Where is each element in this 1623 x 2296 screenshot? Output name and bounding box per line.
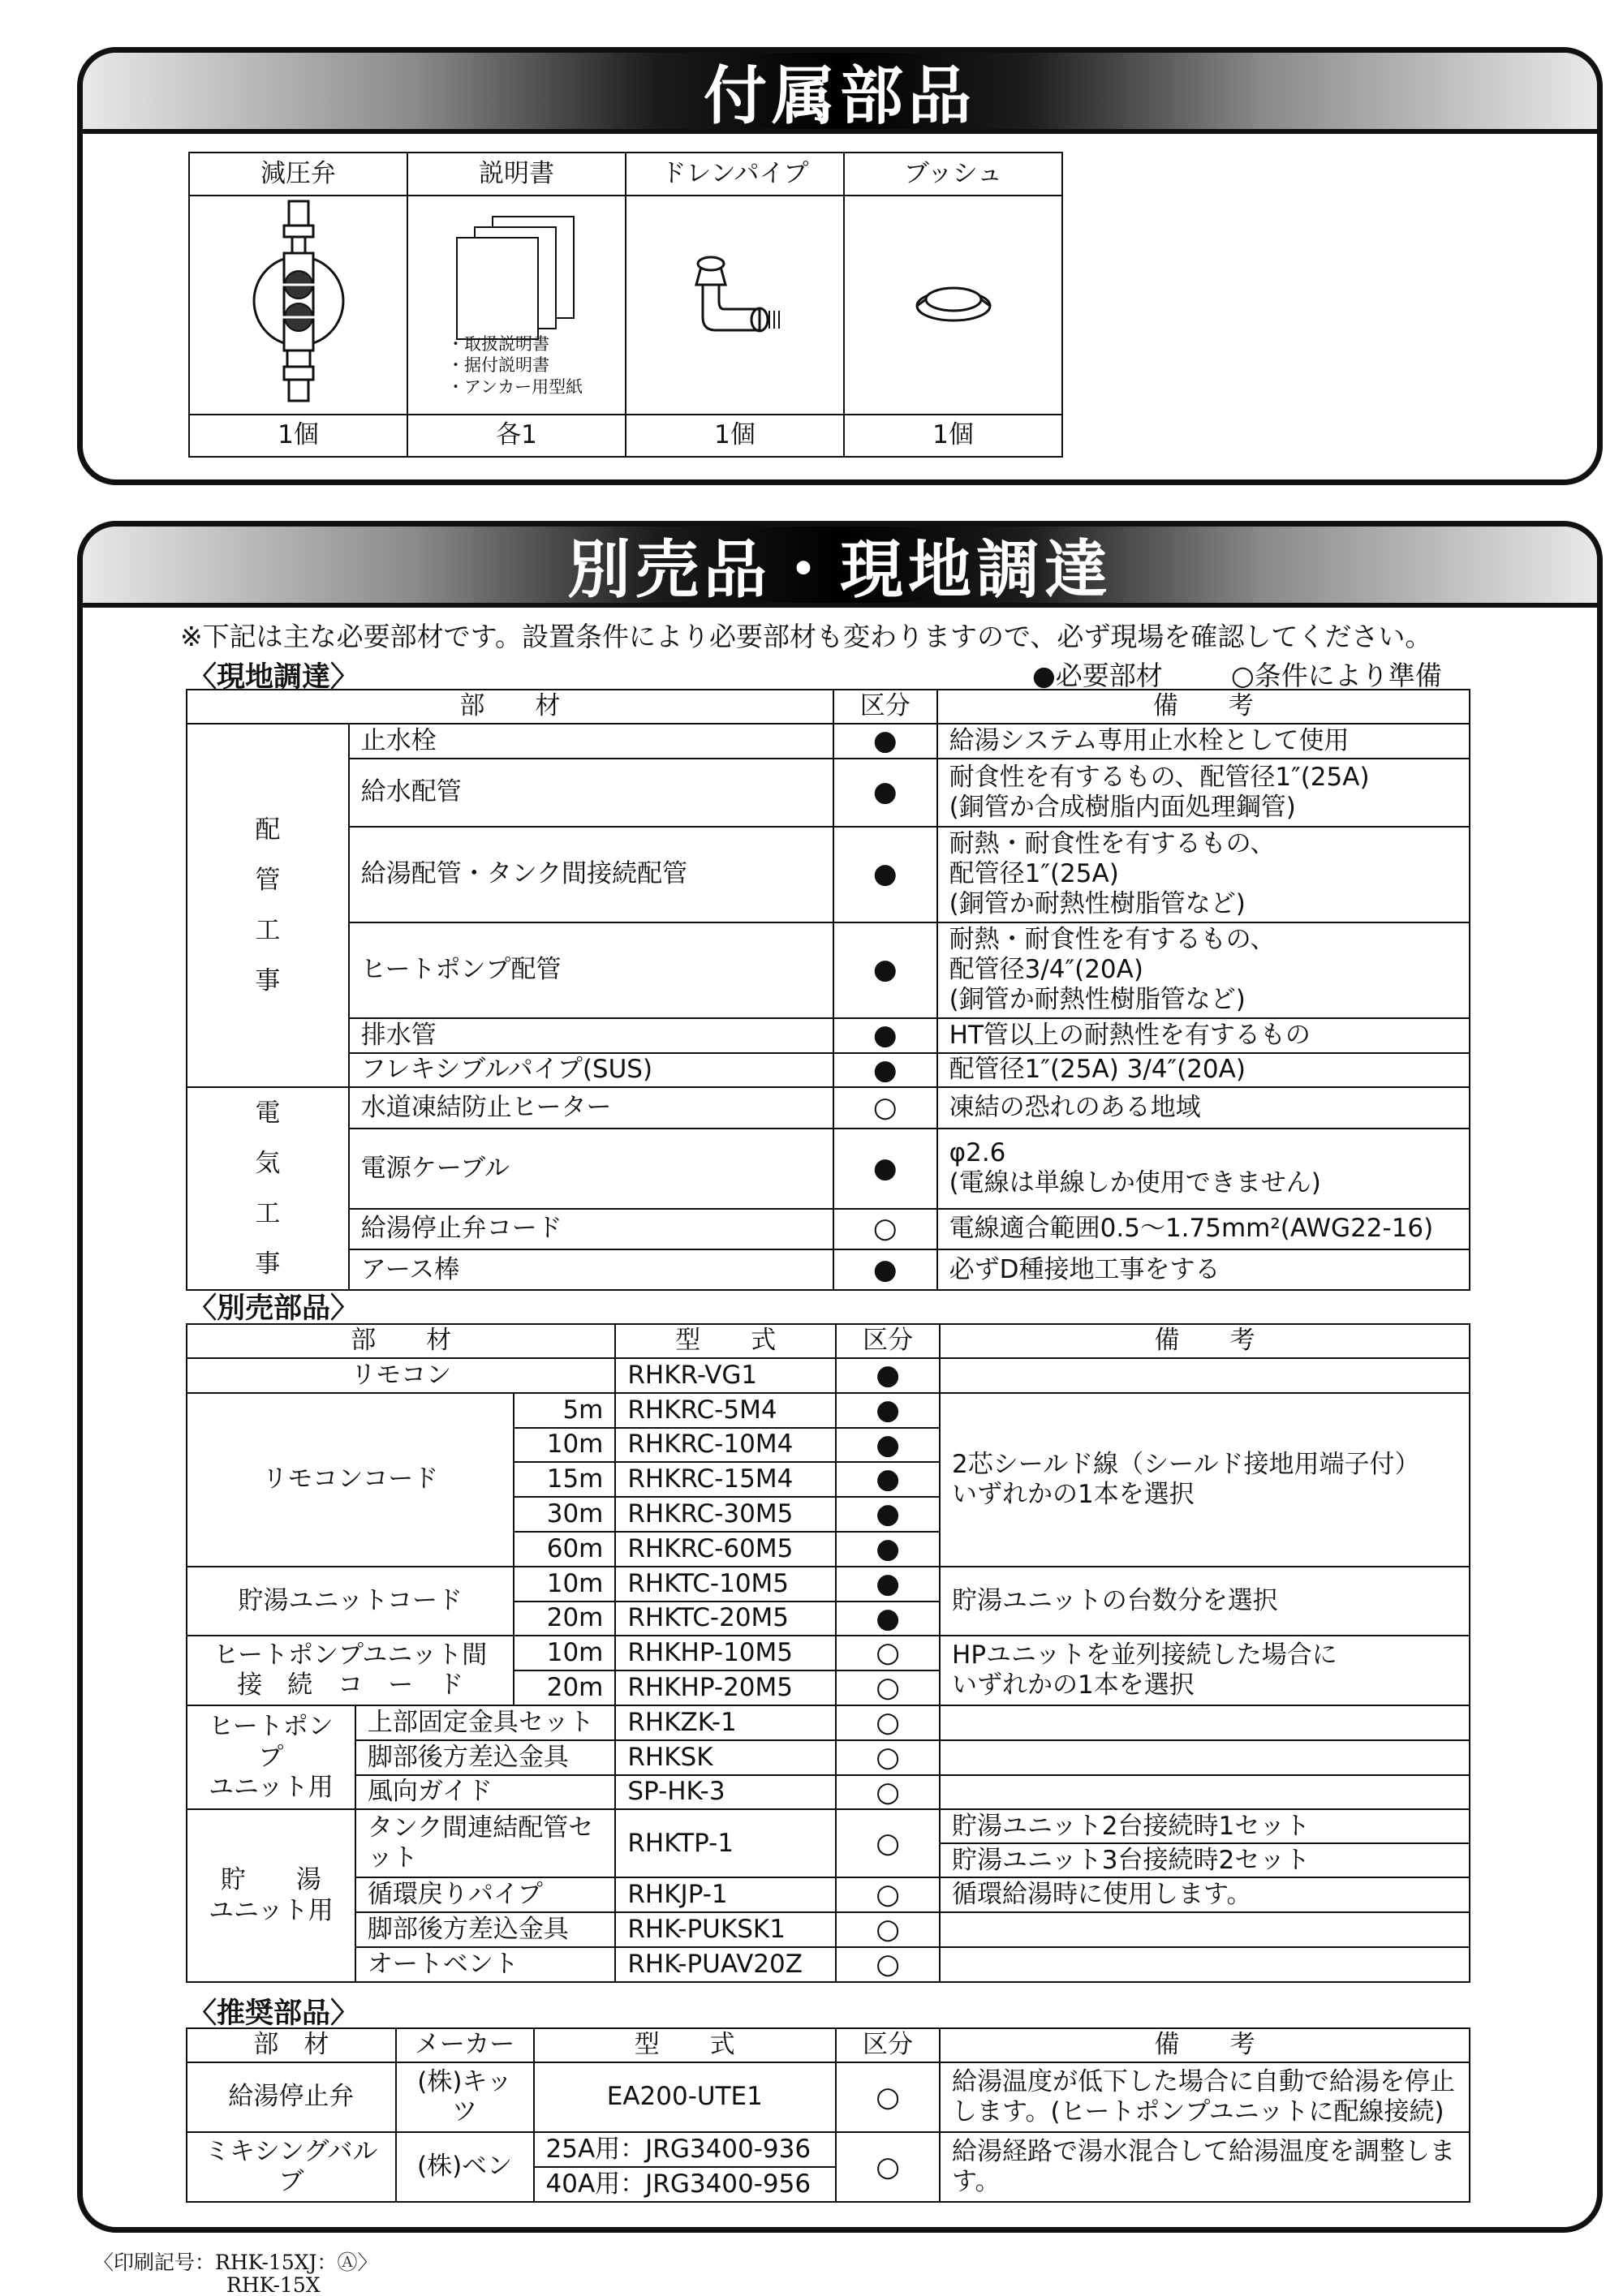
optional-heading: 〈別売部品〉	[188, 1292, 359, 1325]
remote-mark: ●	[836, 1358, 940, 1393]
local-item: 排水管	[349, 1018, 833, 1053]
col-drain-pipe: ドレンパイプ	[626, 153, 844, 196]
col-pressure-valve: 減圧弁	[189, 153, 407, 196]
rec-header-item: 部 材	[187, 2028, 396, 2062]
rec-maker: (株)ベン	[396, 2132, 534, 2202]
cord-mark: ○	[836, 1636, 940, 1670]
local-remark: 耐食性を有するもの、配管径1″(25A) (銅管か合成樹脂内面処理鋼管)	[937, 759, 1470, 827]
hp-unit-remark	[940, 1740, 1470, 1775]
local-item: 止水栓	[349, 724, 833, 759]
cord-length: 20m	[514, 1670, 615, 1705]
rec-model: 25A用：JRG3400-936	[534, 2132, 837, 2167]
recommended-heading: 〈推奨部品〉	[188, 1997, 359, 2030]
bush-image	[844, 196, 1062, 415]
local-item: アース棒	[349, 1249, 833, 1290]
manual-notes	[408, 333, 625, 398]
rec-header-remark: 備 考	[940, 2028, 1470, 2062]
remote-cord-name: リモコンコード	[187, 1393, 514, 1567]
rec-item: ミキシングバルブ	[187, 2132, 396, 2202]
hp-cord-name	[187, 1636, 514, 1705]
rec-model: 40A用：JRG3400-956	[534, 2167, 837, 2202]
cord-model: RHKRC-60M5	[615, 1532, 836, 1567]
local-item: 給湯停止弁コード	[349, 1209, 833, 1249]
cord-length: 20m	[514, 1602, 615, 1636]
local-remark: 耐熱・耐食性を有するもの、 配管径1″(25A) (銅管か耐熱性樹脂管など)	[937, 827, 1470, 922]
tank-unit-model: RHK-PUAV20Z	[615, 1947, 836, 1982]
local-item: フレキシブルパイプ(SUS)	[349, 1053, 833, 1088]
count-bush: 1個	[844, 415, 1062, 457]
rec-header-model: 型 式	[534, 2028, 837, 2062]
hp-unit-item: 風向ガイド	[355, 1775, 616, 1810]
rec-model: EA200-UTE1	[534, 2062, 837, 2132]
rec-header-maker: メーカー	[396, 2028, 534, 2062]
remote-cord-remark: 2芯シールド線（シールド接地用端子付） いずれかの1本を選択	[940, 1393, 1470, 1567]
local-mark: ●	[833, 1018, 937, 1053]
drain-pipe-image	[626, 196, 844, 415]
cord-mark: ●	[836, 1497, 940, 1532]
group-char: 管	[255, 866, 281, 896]
local-procurement-table	[186, 689, 1470, 1291]
hp-unit-model: RHKZK-1	[615, 1705, 836, 1740]
cord-model: RHKRC-10M4	[615, 1428, 836, 1463]
col-bush: ブッシュ	[844, 153, 1062, 196]
recommended-parts-table	[186, 2027, 1470, 2203]
optional-header-model: 型 式	[615, 1324, 836, 1358]
tank-unit-model: RHK-PUKSK1	[615, 1912, 836, 1947]
legend-required: ●必要部材	[1032, 660, 1163, 691]
tank-unit-remark	[940, 1912, 1470, 1947]
cord-model: RHKTC-20M5	[615, 1602, 836, 1636]
local-mark: ●	[833, 1249, 937, 1290]
local-item: ヒートポンプ配管	[349, 922, 833, 1018]
local-header-item: 部 材	[187, 690, 833, 724]
tank-unit-mark: ○	[836, 1912, 940, 1947]
print-code-line: 〈印刷記号：RHK-15XJ：Ⓐ〉	[93, 2251, 378, 2274]
sold-separately-panel	[77, 521, 1603, 2233]
tank-unit-item: オートベント	[355, 1947, 616, 1982]
group-char: 工	[255, 1199, 281, 1229]
local-header-remark: 備 考	[937, 690, 1470, 724]
hp-unit-mark: ○	[836, 1775, 940, 1810]
col-manual: 説明書	[407, 153, 626, 196]
local-item: 電源ケーブル	[349, 1129, 833, 1209]
cord-length: 15m	[514, 1462, 615, 1497]
group-char: 配	[255, 815, 281, 845]
cord-length: 10m	[514, 1567, 615, 1602]
sold-separately-header	[83, 527, 1597, 608]
cord-length: 10m	[514, 1636, 615, 1670]
accessories-panel	[77, 47, 1603, 485]
tank-unit-name	[187, 1809, 355, 1981]
cord-mark: ●	[836, 1462, 940, 1497]
group-char: 工	[255, 916, 281, 946]
rec-mark: ○	[836, 2062, 940, 2132]
tank-unit-mark: ○	[836, 1809, 940, 1877]
local-item: 給湯配管・タンク間接続配管	[349, 827, 833, 922]
notice-text: ※下記は主な必要部材です。設置条件により必要部材も変わりますので、必ず現場を確認してください。	[180, 621, 1432, 652]
count-pressure-valve: 1個	[189, 415, 407, 457]
hp-unit-mark: ○	[836, 1740, 940, 1775]
group-electrical	[187, 1087, 349, 1290]
local-remark: 給湯システム専用止水栓として使用	[937, 724, 1470, 759]
local-remark: 配管径1″(25A) 3/4″(20A)	[937, 1053, 1470, 1088]
local-mark: ●	[833, 827, 937, 922]
count-drain-pipe: 1個	[626, 415, 844, 457]
rec-header-class: 区分	[836, 2028, 940, 2062]
local-item: 水道凍結防止ヒーター	[349, 1087, 833, 1128]
tank-unit-mark: ○	[836, 1877, 940, 1912]
cord-length: 10m	[514, 1428, 615, 1463]
cord-model: RHKRC-15M4	[615, 1462, 836, 1497]
manual-sheets-icon	[452, 213, 582, 342]
cord-length: 5m	[514, 1393, 615, 1428]
tank-unit-remark: 貯湯ユニット3台接続時2セット	[940, 1843, 1470, 1877]
local-remark: 耐熱・耐食性を有するもの、 配管径3/4″(20A) (銅管か耐熱性樹脂管など)	[937, 922, 1470, 1018]
hp-cord-name-line: 接 続 コ ー ド	[237, 1670, 464, 1701]
sold-separately-title: 別売品・現地調達	[566, 534, 1113, 607]
rec-remark: 給湯温度が低下した場合に自動で給湯を停止 します。(ヒートポンプユニットに配線接続)	[940, 2062, 1470, 2132]
local-mark: ○	[833, 1087, 937, 1128]
tank-unit-remark	[940, 1947, 1470, 1982]
tank-unit-item: タンク間連結配管セット	[355, 1809, 616, 1877]
pressure-valve-icon	[250, 200, 347, 402]
bush-icon	[909, 269, 998, 333]
hp-unit-item: 上部固定金具セット	[355, 1705, 616, 1740]
optional-header-class: 区分	[836, 1324, 940, 1358]
remote-remark	[940, 1358, 1470, 1393]
cord-mark: ●	[836, 1393, 940, 1428]
print-code-line: RHK-15X	[226, 2272, 321, 2296]
local-remark: HT管以上の耐熱性を有するもの	[937, 1018, 1470, 1053]
hp-unit-item: 脚部後方差込金具	[355, 1740, 616, 1775]
local-mark: ○	[833, 1209, 937, 1249]
hp-unit-name: ヒートポンプ ユニット用	[187, 1705, 355, 1809]
manual-note: ・据付説明書	[447, 355, 549, 376]
local-item: 給水配管	[349, 759, 833, 827]
group-char: 事	[255, 966, 281, 996]
cord-length: 30m	[514, 1497, 615, 1532]
group-char: 気	[255, 1149, 281, 1179]
local-heading: 〈現地調達〉	[188, 661, 359, 694]
optional-header-remark: 備 考	[940, 1324, 1470, 1358]
cord-mark: ●	[836, 1428, 940, 1463]
tank-unit-name-line: 貯 湯	[220, 1865, 321, 1895]
local-remark: 凍結の恐れのある地域	[937, 1087, 1470, 1128]
cord-model: RHKRC-30M5	[615, 1497, 836, 1532]
local-remark: 電線適合範囲0.5～1.75mm²(AWG22-16)	[937, 1209, 1470, 1249]
tank-unit-item: 脚部後方差込金具	[355, 1912, 616, 1947]
manual-note: ・取扱説明書	[447, 334, 549, 355]
tank-unit-name-line: ユニット用	[209, 1895, 334, 1925]
legend-conditional: ○条件により準備	[1231, 660, 1442, 691]
group-char: 電	[255, 1099, 281, 1129]
rec-item: 給湯停止弁	[187, 2062, 396, 2132]
local-mark: ●	[833, 1129, 937, 1209]
drain-pipe-icon	[678, 252, 792, 350]
tank-unit-remark: 貯湯ユニット2台接続時1セット	[940, 1809, 1470, 1843]
remote-model: RHKR-VG1	[615, 1358, 836, 1393]
accessories-header	[83, 53, 1597, 134]
tank-unit-remark: 循環給湯時に使用します。	[940, 1877, 1470, 1912]
pressure-valve-image	[189, 196, 407, 415]
local-remark: 必ずD種接地工事をする	[937, 1249, 1470, 1290]
rec-mark: ○	[836, 2132, 940, 2202]
rec-maker: (株)キッツ	[396, 2062, 534, 2132]
cord-mark: ●	[836, 1567, 940, 1602]
cord-model: RHKRC-5M4	[615, 1393, 836, 1428]
local-mark: ●	[833, 724, 937, 759]
tank-unit-model: RHKJP-1	[615, 1877, 836, 1912]
manual-note: ・アンカー用型紙	[447, 376, 583, 397]
hp-unit-remark	[940, 1775, 1470, 1810]
cord-mark: ●	[836, 1602, 940, 1636]
optional-header-item: 部 材	[187, 1324, 615, 1358]
cord-model: RHKTC-10M5	[615, 1567, 836, 1602]
cord-mark: ●	[836, 1532, 940, 1567]
tank-unit-item: 循環戻りパイプ	[355, 1877, 616, 1912]
hp-cord-remark: HPユニットを並列接続した場合に いずれかの1本を選択	[940, 1636, 1470, 1705]
local-remark: φ2.6 (電線は単線しか使用できません)	[937, 1129, 1470, 1209]
remote-name: リモコン	[187, 1358, 615, 1393]
group-char: 事	[255, 1249, 281, 1279]
cord-model: RHKHP-10M5	[615, 1636, 836, 1670]
tank-cord-name: 貯湯ユニットコード	[187, 1567, 514, 1636]
accessories-title: 付属部品	[703, 60, 976, 133]
tank-unit-mark: ○	[836, 1947, 940, 1982]
tank-unit-model: RHKTP-1	[615, 1809, 836, 1877]
manual-image	[407, 196, 626, 415]
local-mark: ●	[833, 1053, 937, 1088]
local-mark: ●	[833, 922, 937, 1018]
optional-parts-table	[186, 1323, 1470, 1983]
hp-unit-model: RHKSK	[615, 1740, 836, 1775]
hp-unit-mark: ○	[836, 1705, 940, 1740]
local-header-class: 区分	[833, 690, 937, 724]
cord-length: 60m	[514, 1532, 615, 1567]
local-mark: ●	[833, 759, 937, 827]
hp-cord-name-line: ヒートポンプユニット間	[213, 1640, 488, 1670]
cord-model: RHKHP-20M5	[615, 1670, 836, 1705]
count-manual: 各1	[407, 415, 626, 457]
hp-unit-model: SP-HK-3	[615, 1775, 836, 1810]
rec-remark: 給湯経路で湯水混合して給湯温度を調整しま す。	[940, 2132, 1470, 2202]
group-piping	[187, 724, 349, 1087]
hp-unit-remark	[940, 1705, 1470, 1740]
cord-mark: ○	[836, 1670, 940, 1705]
tank-cord-remark: 貯湯ユニットの台数分を選択	[940, 1567, 1470, 1636]
accessories-table	[188, 152, 1063, 458]
print-code	[93, 2251, 378, 2296]
